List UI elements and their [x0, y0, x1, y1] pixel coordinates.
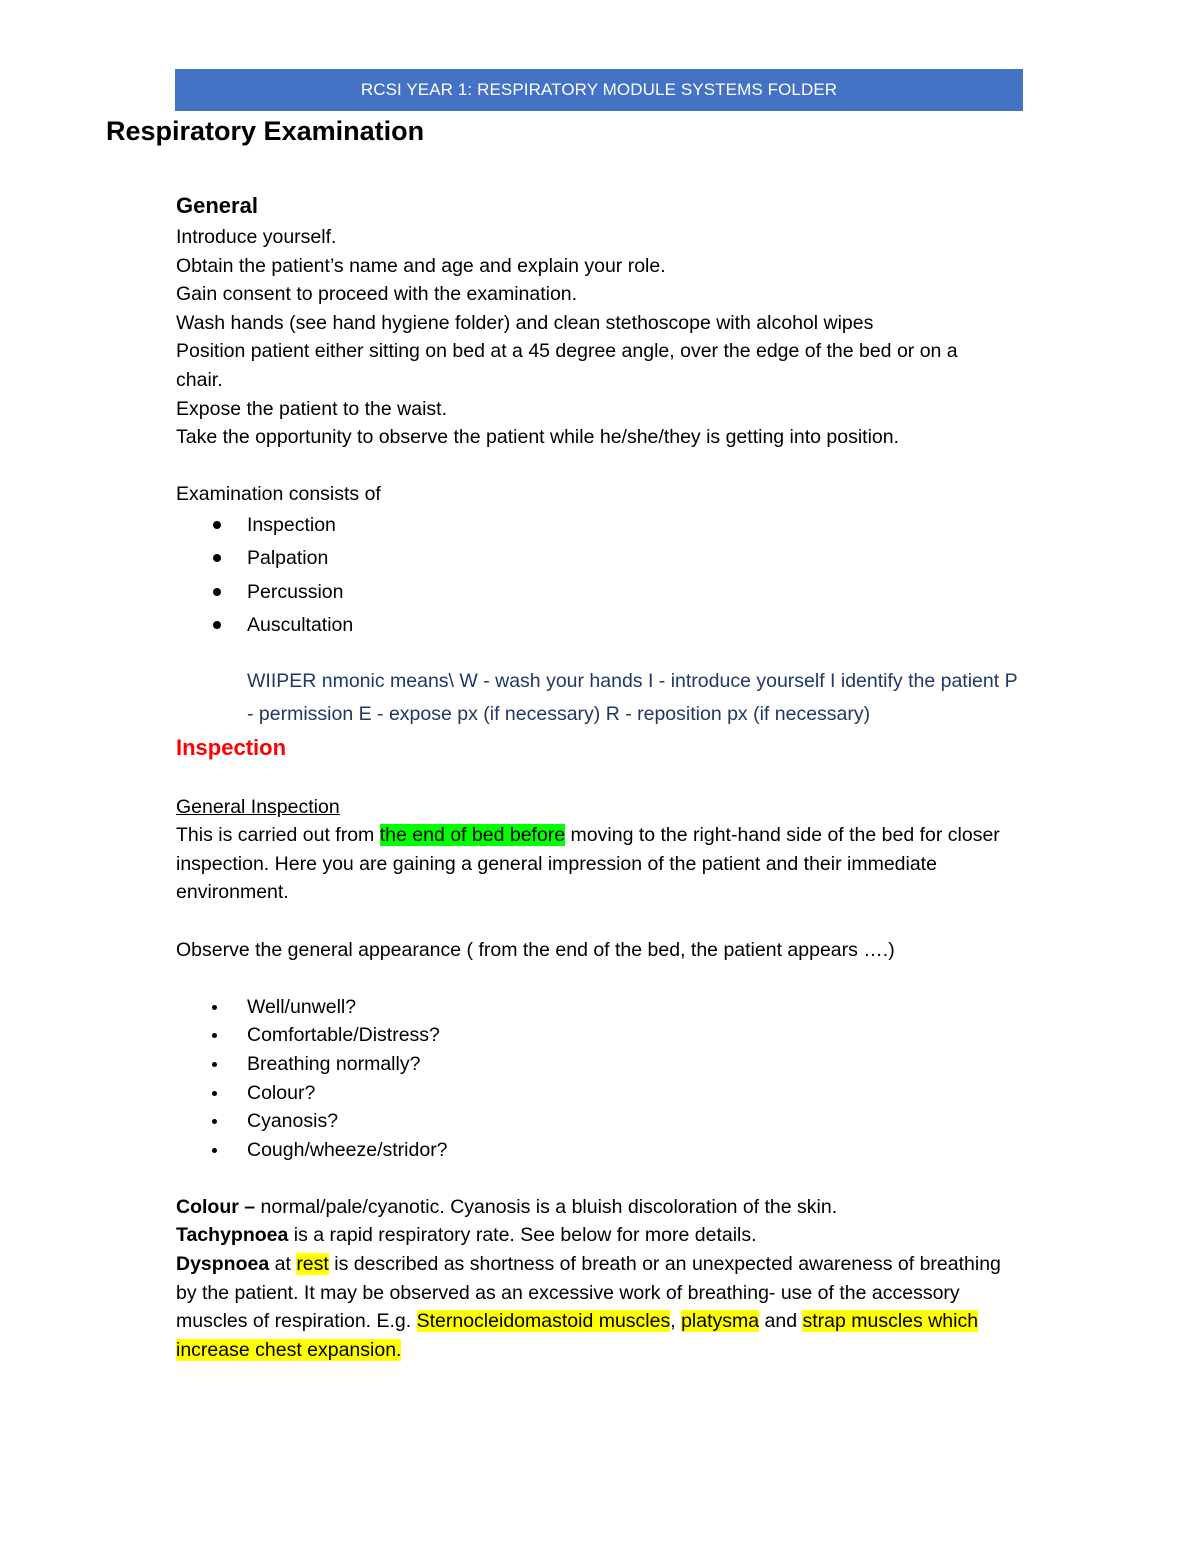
general-inspection-subheading: General Inspection — [176, 795, 340, 818]
inspection-heading: Inspection — [176, 734, 287, 760]
document-title: Respiratory Examination — [106, 116, 425, 146]
general-line: Introduce yourself. — [176, 226, 337, 248]
wiiper-mnemonic: WIIPER nmonic means\ W - wash your hands I - introduce yourself I identify the patient P - permission E - expose px (if necessary) R - reposition px (if necessary) — [247, 669, 1018, 725]
bullet-icon — [213, 588, 221, 596]
general-line: Position patient either sitting on bed at a 45 degree angle, over the edge of the bed or on a chair. — [176, 340, 958, 391]
header-band — [175, 69, 1023, 111]
bullet-icon — [213, 621, 221, 629]
list-item: Inspection — [176, 509, 1026, 542]
exam-intro: Examination consists of — [176, 483, 381, 506]
bullet-icon — [212, 1091, 217, 1096]
header-band-text: RCSI YEAR 1: RESPIRATORY MODULE SYSTEMS FOLDER — [360, 80, 838, 99]
list-item: Cyanosis? — [176, 1107, 1026, 1136]
list-item: Palpation — [176, 542, 1026, 575]
list-item: Well/unwell? — [176, 993, 1026, 1022]
tachypnoea-definition: Tachypnoea is a rapid respiratory rate. See below for more details. — [176, 1224, 757, 1247]
bullet-icon — [212, 1119, 217, 1124]
observe-intro: Observe the general appearance ( from the end of the bed, the patient appears ….) — [176, 938, 895, 961]
highlight-green: the end of bed before — [379, 824, 566, 847]
general-heading: General — [176, 193, 258, 218]
general-line: Take the opportunity to observe the patient while he/she/they is getting into position. — [176, 426, 900, 449]
list-item: Comfortable/Distress? — [176, 1021, 1026, 1050]
general-line: Gain consent to proceed with the examination. — [176, 283, 578, 306]
general-line: Wash hands (see hand hygiene folder) and clean stethoscope with alcohol wipes — [176, 311, 874, 334]
list-item: Cough/wheeze/stridor? — [176, 1136, 1026, 1165]
list-item: Breathing normally? — [176, 1050, 1026, 1079]
list-item: Auscultation — [176, 609, 1026, 642]
observe-list — [176, 993, 1026, 1165]
general-line: Obtain the patient’s name and age and explain your role. — [176, 254, 666, 277]
list-item: Colour? — [176, 1079, 1026, 1108]
inspection-paragraph: This is carried out from the end of bed before moving to the right-hand side of the bed for closer inspection. Here you are gaining a general impression of the patient and their immediate environment. — [176, 824, 1000, 904]
bullet-icon — [212, 1148, 217, 1153]
dyspnoea-definition: Dyspnoea at rest is described as shortness of breath or an unexpected awareness of breathing by the patient. It may be observed as an excessive work of breathing- use of the accessory muscles of respiration. E.g. Sternocleidomastoid muscles, platysma and strap muscles which increase chest expansion. — [176, 1253, 1001, 1361]
highlight-yellow: platysma — [681, 1310, 760, 1333]
bullet-icon — [212, 1033, 217, 1038]
general-line: Expose the patient to the waist. — [176, 397, 448, 420]
document-body — [176, 189, 1026, 1364]
highlight-yellow: strap muscles which increase chest expansion. — [176, 1310, 979, 1361]
bullet-icon — [213, 521, 221, 529]
bullet-icon — [213, 554, 221, 562]
exam-list — [176, 509, 1026, 643]
bullet-icon — [212, 1005, 217, 1010]
list-item: Percussion — [176, 576, 1026, 609]
highlight-yellow: rest — [296, 1253, 329, 1276]
highlight-yellow: Sternocleidomastoid muscles — [416, 1310, 671, 1333]
bullet-icon — [212, 1062, 217, 1067]
colour-definition: Colour – normal/pale/cyanotic. Cyanosis is a bluish discoloration of the skin. — [176, 1195, 838, 1218]
